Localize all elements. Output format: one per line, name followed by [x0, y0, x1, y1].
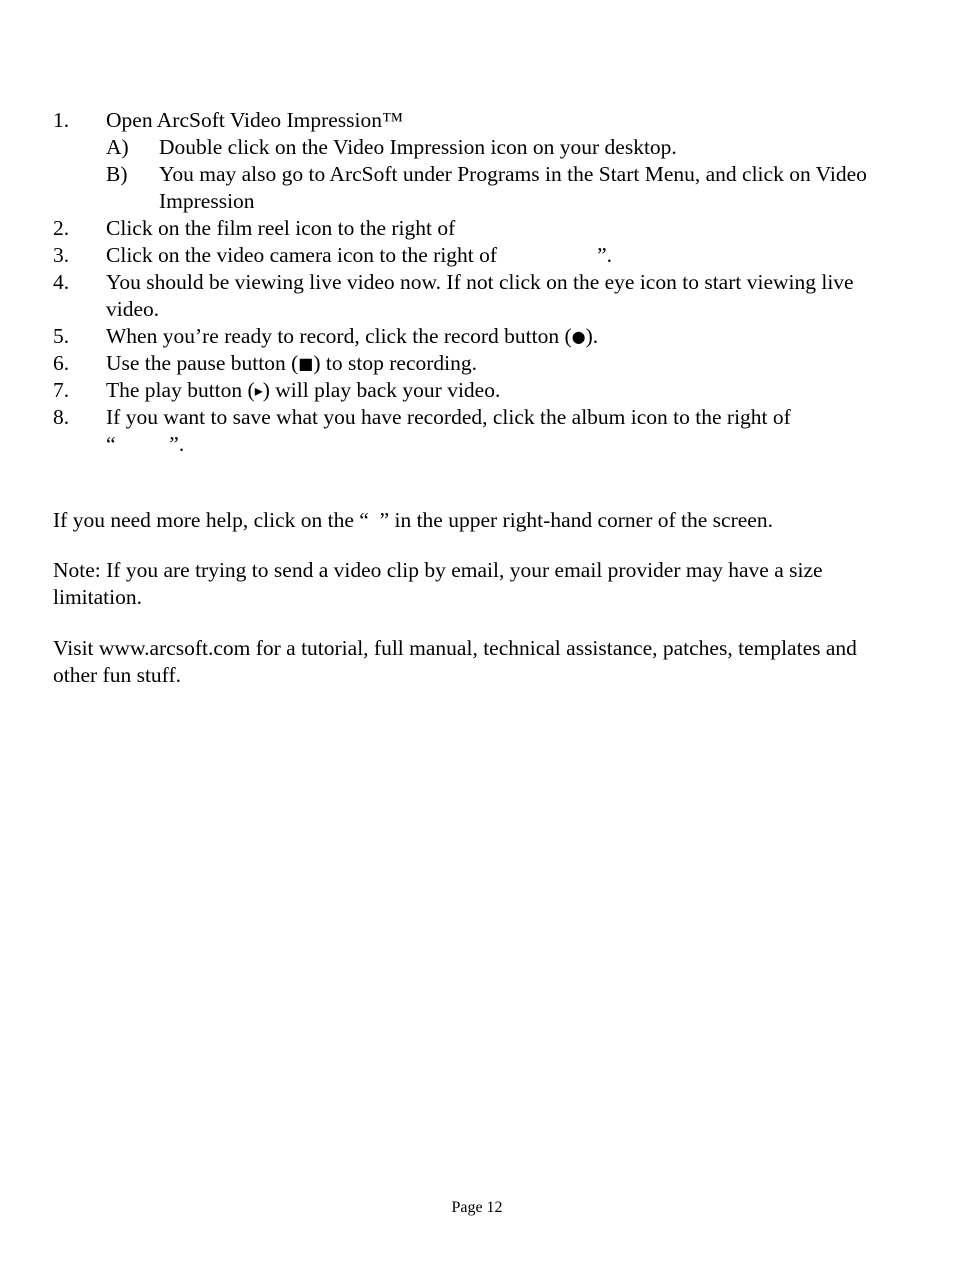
step-text: If you want to save what you have recorded, click the album icon to the right of: [106, 405, 791, 429]
step-number: 6.: [53, 351, 70, 375]
step-text: When you’re ready to record, click the record button (: [106, 324, 572, 348]
step-text: Open ArcSoft Video Impression™: [106, 108, 404, 132]
step-text-end: ”.: [597, 243, 612, 267]
step-3: [53, 242, 903, 269]
page-number: Page 12: [451, 1199, 503, 1216]
step-text-end: ) will play back your video.: [262, 378, 501, 402]
step-number: 2.: [53, 216, 70, 240]
stop-square-icon: ■: [298, 354, 314, 373]
step-text-end: “ ”.: [106, 432, 185, 456]
substep-a: [106, 134, 903, 161]
step-text: The play button (: [106, 378, 255, 402]
step-text: You should be viewing live video now. If not click on the eye icon to start viewing live video.: [106, 270, 854, 321]
step-8: [53, 404, 903, 458]
step-text-end: ).: [585, 324, 599, 348]
step-number: 1.: [53, 108, 70, 132]
help-paragraph: If you need more help, click on the “ ” in the upper right-hand corner of the screen.: [53, 508, 773, 532]
step-number: 7.: [53, 378, 70, 402]
note-paragraph: Note: If you are trying to send a video clip by email, your email provider may have a size limitation.: [53, 558, 823, 609]
step-6: [53, 350, 903, 377]
step-text: Click on the video camera icon to the right of: [106, 243, 498, 267]
step-7: [53, 377, 903, 404]
instruction-list: [53, 107, 903, 458]
step-2: [53, 215, 903, 242]
step-number: 8.: [53, 405, 70, 429]
step-number: 3.: [53, 243, 70, 267]
visit-paragraph: Visit www.arcsoft.com for a tutorial, full manual, technical assistance, patches, templates and other fun stuff.: [53, 636, 857, 687]
substep-text: You may also go to ArcSoft under Programs in the Start Menu, and click on Video Impression: [159, 162, 867, 213]
play-triangle-icon: ▸: [254, 381, 263, 400]
step-4: [53, 269, 903, 323]
substep-text: Double click on the Video Impression icon on your desktop.: [159, 135, 677, 159]
substep-letter: B): [106, 162, 128, 186]
record-icon: ●: [571, 327, 586, 346]
step-text: Use the pause button (: [106, 351, 299, 375]
substep-list: [106, 134, 903, 215]
substep-b: [106, 161, 903, 215]
step-number: 5.: [53, 324, 70, 348]
step-1: [53, 107, 903, 215]
step-text: Click on the film reel icon to the right of: [106, 216, 456, 240]
step-text-end: ) to stop recording.: [313, 351, 477, 375]
substep-letter: A): [106, 135, 129, 159]
step-number: 4.: [53, 270, 70, 294]
step-5: [53, 323, 903, 350]
